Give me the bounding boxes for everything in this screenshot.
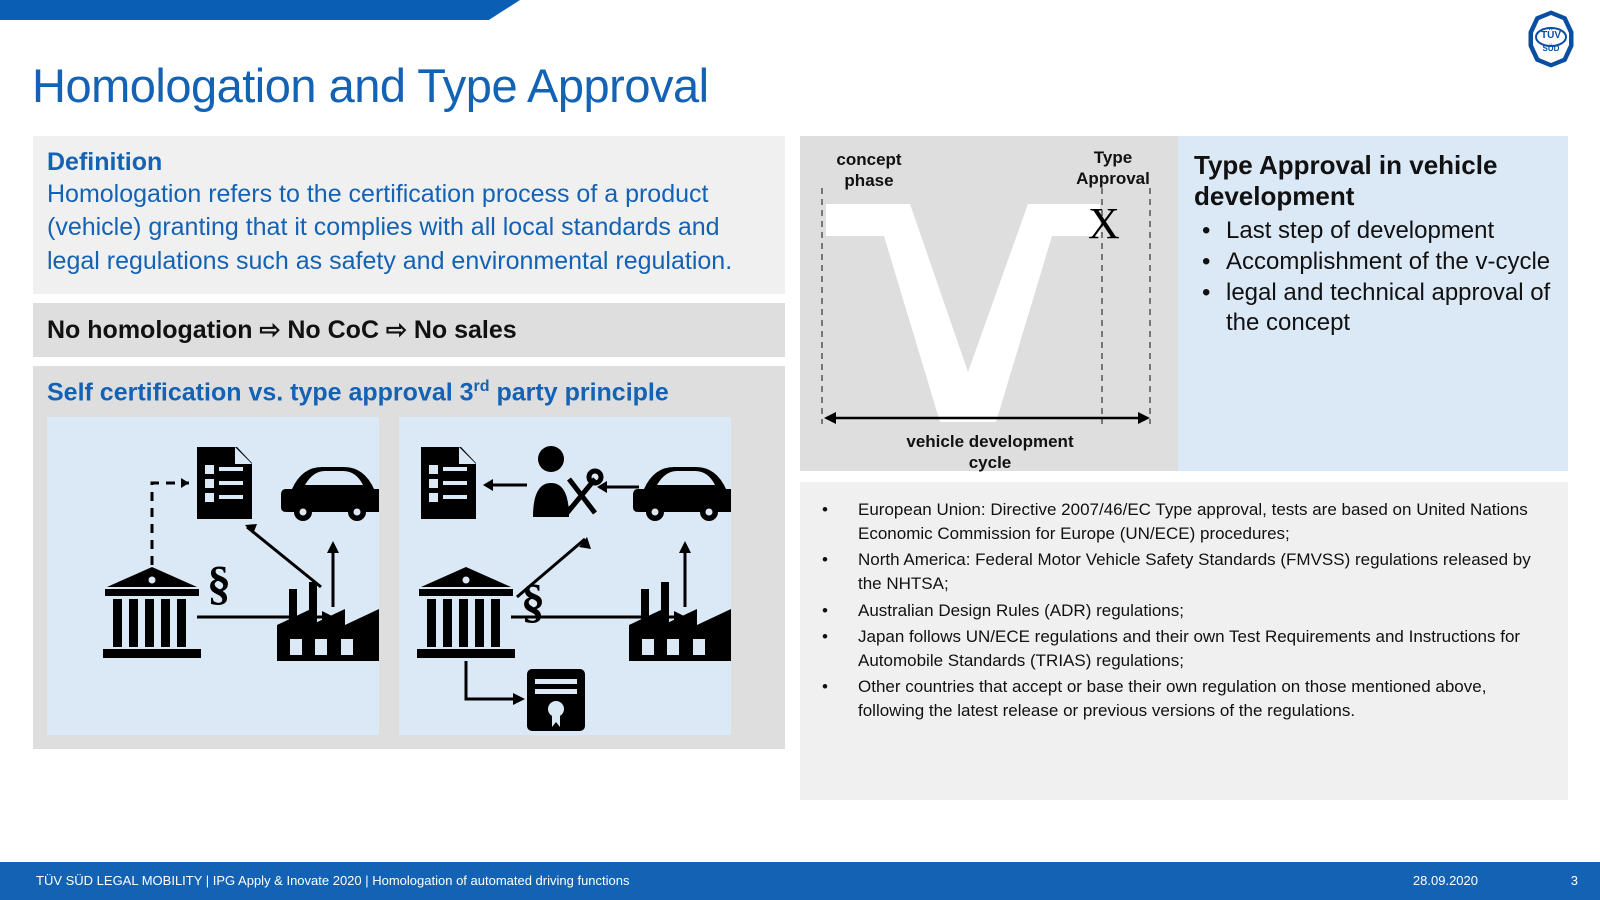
car-icon	[633, 467, 731, 521]
car-icon	[281, 467, 379, 521]
top-accent-bar	[0, 0, 520, 20]
list-item: • North America: Federal Motor Vehicle Safety Standards (FMVSS) regulations released by the NHTSA;	[810, 548, 1550, 596]
self-certification-heading	[47, 377, 771, 409]
no-homologation-panel: No homologation ⇨ No CoC ⇨ No sales	[33, 303, 785, 357]
v-shape	[826, 204, 1100, 422]
tuv-sud-logo	[1522, 10, 1580, 68]
page-title: Homologation and Type Approval	[32, 59, 709, 112]
vcycle-concept-phase-label: concept phase	[836, 150, 902, 190]
list-item: • European Union: Directive 2007/46/EC Type approval, tests are based on United Nations Economic Commission for Europe (UN/ECE) procedures;	[810, 498, 1550, 546]
list-item: • Other countries that accept or base their own regulation on those mentioned above, following the latest release or previous versions of the regulations.	[810, 675, 1550, 723]
self-certification-panel	[33, 366, 785, 750]
type-approval-diagram	[399, 417, 731, 735]
factory-icon	[629, 582, 731, 661]
vcycle-type-approval-label: Type Approval	[1076, 148, 1150, 188]
vcycle-x-marker: X	[1088, 199, 1120, 248]
regulations-panel	[800, 482, 1568, 800]
list-item: • Australian Design Rules (ADR) regulations;	[810, 599, 1550, 623]
diagram-row	[47, 417, 771, 735]
type-approval-bullet-list	[1194, 216, 1554, 338]
factory-icon	[277, 582, 379, 661]
list-item: • Accomplishment of the v-cycle	[1194, 247, 1554, 277]
slide-footer	[0, 862, 1600, 900]
regulations-list	[810, 498, 1550, 723]
self-cert-heading-part2: party principle	[489, 378, 669, 407]
right-column	[800, 136, 1568, 800]
list-item: • Last step of development	[1194, 216, 1554, 246]
document-icon	[421, 447, 476, 519]
left-column	[33, 136, 785, 749]
certificate-icon	[527, 669, 585, 731]
definition-heading: Definition	[47, 148, 163, 176]
logo-bottom-text: SÜD	[1542, 44, 1560, 53]
government-icon	[103, 567, 201, 658]
list-item: • Japan follows UN/ECE regulations and their own Test Requirements and Instructions for Automobile Standards (TRIAS) regulations;	[810, 625, 1550, 673]
self-cert-heading-part1: Self certification vs. type approval 3	[47, 378, 474, 407]
footer-page-number: 3	[1570, 873, 1578, 888]
type-approval-summary-title: Type Approval in vehicle development	[1194, 150, 1498, 212]
type-approval-summary-panel	[1178, 136, 1568, 471]
vcycle-bottom-label: vehicle development cycle	[906, 432, 1074, 472]
government-icon	[417, 567, 515, 658]
paragraph-symbol: §	[521, 575, 545, 629]
paragraph-symbol: §	[207, 557, 231, 611]
footer-text: TÜV SÜD LEGAL MOBILITY | IPG Apply & Inovate 2020 | Homologation of automated driving functions	[36, 873, 630, 888]
definition-panel	[33, 136, 785, 294]
logo-top-text: TÜV	[1541, 30, 1561, 41]
footer-date: 28.09.2020	[1412, 873, 1478, 888]
self-certification-diagram	[47, 417, 379, 735]
vcycle-graphic	[800, 136, 1178, 471]
list-item: • legal and technical approval of the concept	[1194, 278, 1554, 338]
inspector-icon	[533, 446, 601, 517]
definition-text: Homologation refers to the certification process of a product (vehicle) granting that it complies with all local standards and legal regulations such as safety and environmental regulation.	[47, 180, 733, 275]
self-cert-heading-ordinal: rd	[473, 377, 490, 395]
document-icon	[197, 447, 252, 519]
vcycle-panel	[800, 136, 1568, 471]
